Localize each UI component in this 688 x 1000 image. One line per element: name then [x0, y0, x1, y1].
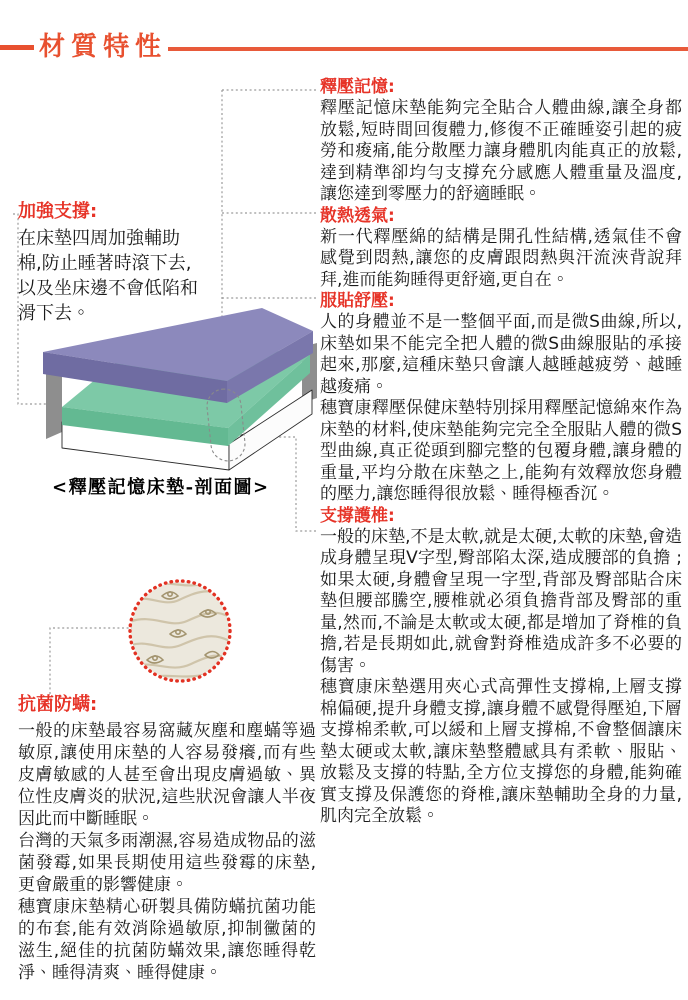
title-accent-line [0, 45, 34, 50]
section-conforming [320, 291, 682, 506]
antibacterial-paragraph: 穗寶康床墊精心研製具備防蟎抗菌功能的布套,能有效消除過敏原,抑制黴菌的滋生,絕佳的抗菌防蟎效果,讓您睡得乾淨、睡得清爽、睡得健康。 [18, 897, 316, 983]
conforming-paragraph: 人的身體並不是一整個平面,而是微S曲線,所以,床墊如果不能完全把人體的微S曲線服貼的承接起來,那麼,這種床墊只會讓人越睡越疲勞、越睡越痠痛。 [320, 312, 682, 397]
memory-foam-paragraph: 釋壓記憶床墊能夠完全貼合人體曲線,讓全身都放鬆,短時間回復體力,修復不正確睡姿引起的疲勞和痠痛,能分散壓力讓身體肌肉能真正的放鬆,達到精準卻均勻支撐充分感應人體重量及溫度,讓您達到零壓力的舒適睡眠。 [320, 98, 682, 204]
antibacterial-heading: 抗菌防螨: [18, 694, 98, 715]
spine-support-paragraph: 穗寶康床墊選用夾心式高彈性支撐棉,上層支撐棉偏硬,提升身體支撐,讓身體不感覺得壓迫,下層支撐棉柔軟,可以緩和上層支撐棉,不會整個讓床墊太硬或太軟,讓床墊整體感具有柔軟、服貼、放鬆及支撐的特點,全方位支撐您的身體,能夠確實支撐及保護您的脊椎,讓床墊輔助全身的力量,肌肉完全放鬆。 [320, 677, 682, 826]
section-spine-support [320, 506, 682, 828]
right-column [320, 77, 682, 828]
breathable-paragraph: 新一代釋壓綿的結構是開孔性結構,透氣佳不會感覺到悶熱,讓您的皮膚跟悶熱與汗流浹背說拜拜,進而能夠睡得更舒適,更自在。 [320, 226, 682, 290]
section-antibacterial [18, 694, 316, 984]
mattress-diagram [43, 308, 317, 470]
memory-foam-heading: 釋壓記憶: [320, 77, 395, 97]
breathable-heading: 散熱透氣: [320, 205, 395, 226]
section-breathable [320, 206, 682, 292]
fabric-swatch-image [128, 581, 234, 681]
title-rule-line [168, 47, 688, 51]
page-title: 材質特性 [39, 32, 168, 62]
spine-support-paragraph: 一般的床墊,不是太軟,就是太硬,太軟的床墊,會造成身體呈現V字型,臀部陷太深,造成腰部的負擔 ;如果太硬,身體會呈現一字型,背部及臀部貼合床墊但腰部騰空,腰椎就必須負擔背部及臀部的重量,然而,不論是太軟或太硬,都是增加了脊椎的負擔,若是長期如此,就會對脊椎造成許多不必要的傷害。 [320, 526, 682, 676]
leader-fabric [50, 628, 129, 694]
antibacterial-paragraph: 一般的床墊最容易窩藏灰塵和塵蟎等過敏原,讓使用床墊的人容易發癢,而有些皮膚敏感的人甚至會出現皮膚過敏、異位性皮膚炎的狀況,這些狀況會讓人半夜因此而中斷睡眠。 [18, 721, 316, 829]
conforming-paragraph: 穗寶康釋壓保健床墊特別採用釋壓記憶綿來作為床墊的材料,使床墊能夠完完全全服貼人體的微S型曲線,真正從頭到腳完整的包覆身體,讓身體的重量,平均分散在床墊之上,能夠有效釋放您身體的壓力,讓您睡得很放鬆、睡得極香沉。 [320, 398, 682, 504]
antibacterial-paragraph: 台灣的天氣多雨潮濕,容易造成物品的滋菌發霉,如果長期使用這些發霉的床墊,更會嚴重的影響健康。 [18, 831, 316, 895]
edge-support-heading: 加強支撐: [18, 201, 98, 222]
conforming-heading: 服貼舒壓: [320, 291, 395, 311]
section-memory-foam [320, 77, 682, 206]
diagram-caption: <釋壓記憶床墊-剖面圖> [52, 477, 270, 498]
spine-support-heading: 支撐護椎: [320, 505, 395, 526]
edge-support-body: 在床墊四周加強輔助棉,防止睡著時滾下去, 以及坐床邊不會低陷和滑下去。 [18, 228, 198, 324]
section-edge-support [18, 201, 200, 326]
